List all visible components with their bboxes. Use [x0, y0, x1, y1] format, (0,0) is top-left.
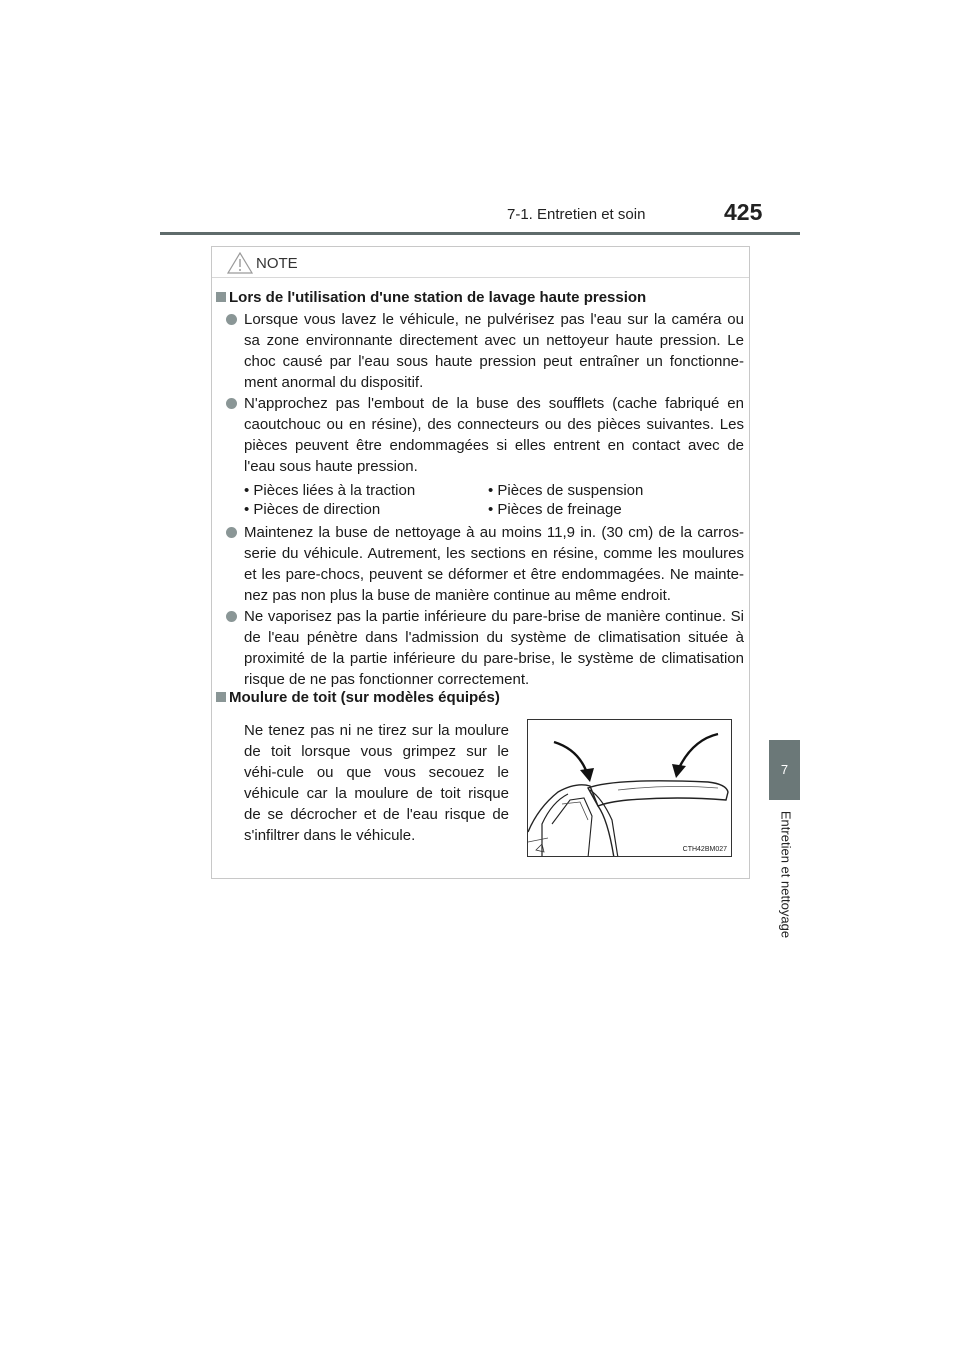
sub-item-traction: • Pièces liées à la traction [244, 482, 416, 499]
section2-body: Ne tenez pas ni ne tirez sur la moulure de toit lorsque vous grimpez sur le véhi-cule ou que vous secouez le véhicule car la moulure de toit risque de se décrocher et de l'eau risque de s'infiltrer dans le véhicule. [244, 722, 509, 844]
note-header [212, 247, 749, 278]
sub-item-suspension: • Pièces de suspension [488, 482, 644, 499]
round-bullet [226, 611, 237, 622]
car-roof-illustration [528, 720, 732, 857]
page-number: 425 [724, 199, 763, 225]
warning-triangle-icon [227, 252, 253, 274]
figure-code: CTH42BM027 [682, 846, 727, 853]
section1-item-2: N'approchez pas l'embout de la buse des soufflets (cache fabriqué en caoutchouc ou en résine), des connecteurs ou des pièces suivantes. Les pièces peuvent être endommagées si elles entrent en contact avec de l'eau sous haute pression. [244, 395, 744, 475]
roof-molding-figure [527, 719, 732, 857]
sub-item-freinage: • Pièces de freinage [488, 501, 622, 518]
section1-item-3: Maintenez la buse de nettoyage à au moins 11,9 in. (30 cm) de la carros-serie du véhicule. Autrement, les sections en résine, comme les moulures et les pare-chocs, peuvent se déformer et être endommagées. Ne mainte-nez pas non plus la buse de manière continue au même endroit. [244, 524, 744, 604]
round-bullet [226, 314, 237, 325]
chapter-number: 7 [780, 762, 789, 777]
round-bullet [226, 527, 237, 538]
section-square-bullet [216, 292, 226, 302]
section1-item-4: Ne vaporisez pas la partie inférieure du pare-brise de manière continue. Si de l'eau pénètre dans l'admission du système de climatisation située à proximité de la partie inférieure du pare-brise, le système de climatisation risque de ne pas fonctionner correctement. [244, 608, 744, 688]
note-title: NOTE [256, 255, 298, 272]
header-section-title: 7-1. Entretien et soin [507, 206, 646, 223]
round-bullet [226, 398, 237, 409]
chapter-title: Entretien et nettoyage [778, 810, 794, 939]
sub-item-direction: • Pièces de direction [244, 501, 381, 518]
section1-heading: Lors de l'utilisation d'une station de lavage haute pression [229, 289, 647, 306]
header-rule [160, 232, 800, 235]
chapter-title-vertical [777, 801, 795, 951]
chapter-tab[interactable] [769, 740, 800, 800]
section1-item-1: Lorsque vous lavez le véhicule, ne pulvérisez pas l'eau sur la caméra ou sa zone environnante directement avec un nettoyeur haute pression. Le choc causé par l'eau sous haute pression peut entraîner un fonctionne-ment anormal du dispositif. [244, 311, 744, 391]
section-square-bullet [216, 692, 226, 702]
section2-heading: Moulure de toit (sur modèles équipés) [229, 689, 500, 706]
